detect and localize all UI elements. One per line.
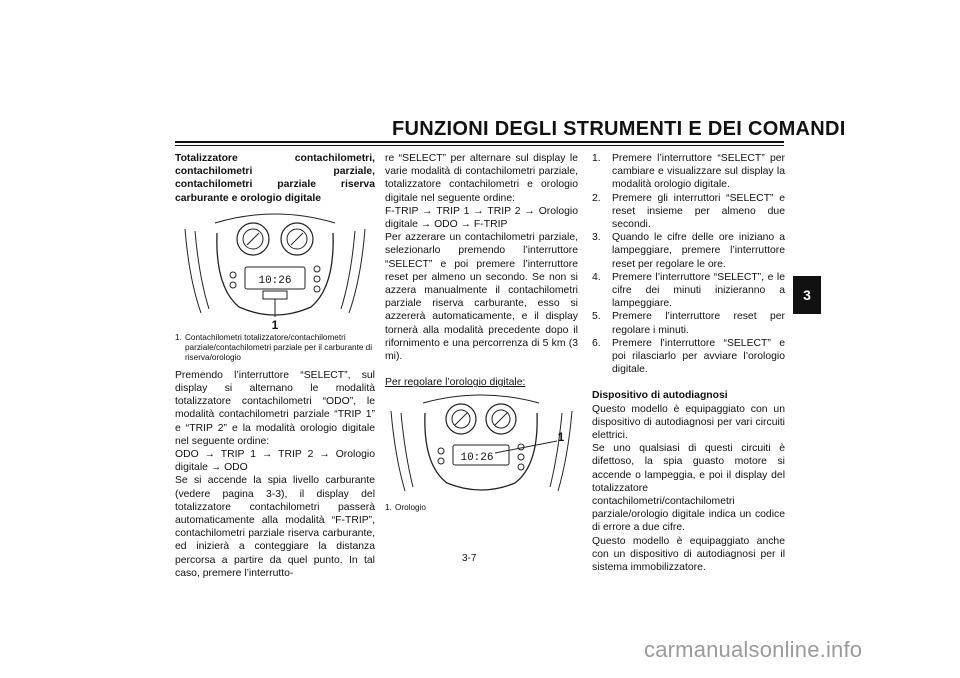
list-item: 6. Premere l’interruttore “SELECT” e poi rilasciarlo per avviare l’orologio digitale. [592,337,785,376]
page-number: 3-7 [462,553,477,564]
paragraph: re “SELECT” per alternare sul display le varie modalità di contachilometri parziale, totalizzatore contachilometri e orologio digitale nel seguente ordine: [385,153,578,204]
section-heading-odometer: Totalizzatore contachilometri, contachilometri parziale, contachilometri parziale riserva carburante e orologio digitale [175,153,375,204]
chapter-tab: 3 [793,276,821,314]
subheading-clock: Per regolare l’orologio digitale: [385,377,526,389]
lcd-time-text: 10:26 [258,274,292,287]
caption-number: 1. [385,503,392,513]
list-item: 4. Premere l’interruttore “SELECT”, e le cifre dei minuti inizieranno a lampeggiare. [592,271,785,310]
instrument-panel-figure-2 [385,391,578,501]
paragraph: Premendo l’interruttore “SELECT”, sul display si alternano le modalità totalizzatore contachilometri “ODO”, le modalità contachilometri parziale “TRIP 1” e “TRIP 2” e la modalità orologio digitale nel seguente ordine: [175,369,375,447]
paragraph: Questo modello è equipaggiato con un dispositivo di autodiagnosi per vari circuiti elettrici. [592,403,785,442]
instrument-panel-figure-1 [175,209,375,331]
column-1 [175,152,375,580]
header-rule [175,141,784,143]
caption-number: 1. [175,332,182,342]
figure-callout-1: 1 [271,317,279,331]
watermark[interactable]: carmanualsonline.info [644,637,863,662]
mode-sequence: F-TRIP → TRIP 1 → TRIP 2 → Orologio digitale → ODO → F-TRIP [385,205,578,231]
list-item: 3. Quando le cifre delle ore iniziano a lampeggiare, premere l’interruttore reset per regolare le ore. [592,232,785,270]
mode-sequence: ODO → TRIP 1 → TRIP 2 → Orologio digitale → ODO [175,449,375,474]
column-2 [385,152,578,519]
header-rule-thin [175,145,784,146]
paragraph: Questo modello è equipaggiato anche con un dispositivo di autodiagnosi per il sistema immobilizzatore. [592,535,785,574]
paragraph: Se uno qualsiasi di questi circuiti è difettoso, la spia guasto motore si accende o lampeggia, e poi il display del totalizzatore contachilometri/contachilometri parziale/orologio digitale indica un codice di errore a due cifre. [592,443,785,534]
lcd-time-text: 10:26 [460,452,494,465]
figure-caption-2 [385,503,578,513]
section-heading-diagnostics: Dispositivo di autodiagnosi [592,390,728,402]
list-item: 5. Premere l’interruttore reset per regolare i minuti. [592,311,785,336]
figure-caption-1 [175,333,375,363]
paragraph: Se si accende la spia livello carburante (vedere pagina 3-3), il display del totalizzatore contachilometri passerà automaticamente alla modalità “F-TRIP”, contachilometri parziale riserva carburante, ed inizierà a conteggiare la distanza percorsa a partire da quel punto. In tal caso, premere l’interrutto- [175,475,375,579]
page-title: FUNZIONI DEGLI STRUMENTI E DEI COMANDI [392,118,846,140]
list-item: 1. Premere l’interruttore “SELECT” per cambiare e visualizzare sul display la modalità orologio digitale. [592,153,785,191]
caption-text: Contachilometri totalizzatore/contachilometri parziale/contachilometri parziale per il carburante di riserva/orologio [185,332,373,362]
column-3 [592,152,785,574]
figure-callout-1: 1 [557,430,565,445]
clock-steps-list [592,152,785,376]
paragraph: Per azzerare un contachilometri parziale, selezionarlo premendo l’interruttore “SELECT” e poi premere l’interruttore reset per almeno un secondo. Se non si azzera manualmente il contachilometri parziale riserva carburante, esso si azzererà automaticamente, e il display tornerà alla modalità precedente dopo il rifornimento e una percorrenza di 5 km (3 mi). [385,232,578,363]
list-item: 2. Premere gli interruttori “SELECT” e reset insieme per almeno due secondi. [592,192,785,231]
caption-text: Orologio [395,503,426,513]
